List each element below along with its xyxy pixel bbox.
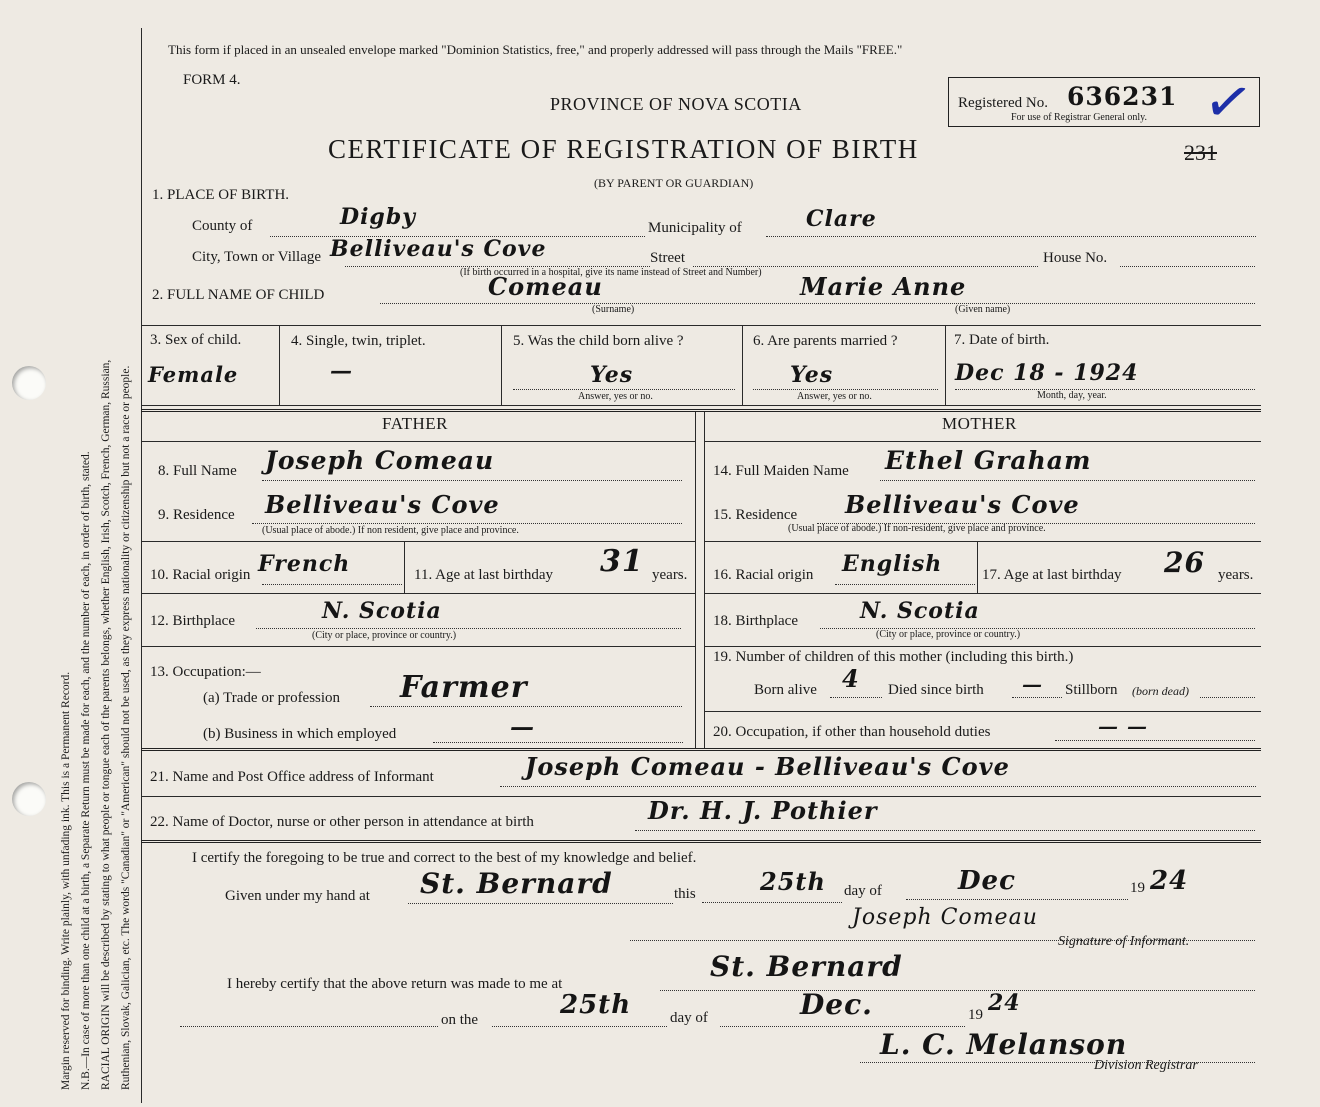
row3-top-line: [141, 325, 1261, 326]
municipality-value: Clare: [806, 206, 877, 232]
father-business-label: (b) Business in which employed: [203, 726, 397, 742]
informant-label: 21. Name and Post Office address of Informant: [150, 769, 434, 785]
alive-line: [513, 389, 735, 390]
hospital-note: (If birth occurred in a hospital, give its name instead of Street and Number): [460, 267, 762, 278]
county-label: County of: [192, 218, 253, 234]
surname-caption: (Surname): [592, 304, 635, 315]
certify-top-rule: [141, 840, 1261, 843]
form-number: FORM 4.: [183, 72, 241, 88]
given-year: 24: [1150, 866, 1189, 896]
died-label: Died since birth: [888, 682, 984, 698]
mother-birthplace-value: N. Scotia: [860, 598, 980, 624]
house-label: House No.: [1043, 250, 1108, 266]
married-value: Yes: [790, 362, 834, 388]
died-line: [1012, 697, 1062, 698]
page-subtitle: (BY PARENT OR GUARDIAN): [594, 176, 754, 190]
row3-bottom-line: [141, 405, 1261, 406]
this-label: this: [674, 886, 696, 902]
married-caption: Answer, yes or no.: [797, 391, 872, 402]
margin-note-racial-2: Ruthenian, Slovak, Galician, etc. The words "Canadian" or "American" should not be used, as they express nationality or citizenship but not a race or people.: [120, 365, 132, 1090]
row3-divider-1: [279, 325, 280, 405]
father-racial-label: 10. Racial origin: [150, 567, 251, 583]
father-name-line: [262, 480, 682, 481]
father-residence-label: 9. Residence: [158, 507, 235, 523]
mother-years: years.: [1218, 567, 1254, 583]
margin-note-nb: N.B.—In case of more than one child at a birth, a Separate Return must be made for each, and the number of each, in order of birth, stated.: [80, 451, 92, 1090]
day-of2-label: day of: [670, 1010, 708, 1026]
father-birthplace-line: [256, 628, 681, 629]
dob-value: Dec 18 - 1924: [955, 360, 1139, 386]
certify-day: 25th: [560, 990, 632, 1020]
mother-heading: MOTHER: [942, 414, 1017, 433]
city-value: Belliveau's Cove: [330, 236, 547, 262]
punch-hole-bottom: [12, 782, 46, 816]
check-mark-icon: ✓: [1198, 64, 1259, 140]
mother-residence-label: 15. Residence: [713, 507, 798, 523]
father-racial-line: [262, 584, 402, 585]
mother-heading-line: [704, 441, 1261, 442]
married-line: [753, 389, 938, 390]
mother-age-label: 17. Age at last birthday: [982, 567, 1122, 583]
doctor-label: 22. Name of Doctor, nurse or other person in attendance at birth: [150, 814, 534, 830]
municipality-line: [766, 236, 1256, 237]
given-year-prefix: 19: [1130, 880, 1145, 896]
mother-row-line-4: [704, 711, 1261, 712]
mother-left-border: [704, 412, 705, 748]
father-name-label: 8. Full Name: [158, 463, 237, 479]
child-given-name: Marie Anne: [800, 272, 967, 301]
registrar-signature: L. C. Melanson: [880, 1028, 1128, 1061]
registered-stamp: 231: [1184, 140, 1217, 165]
informant-signature-caption: Signature of Informant.: [1058, 934, 1190, 949]
given-day: 25th: [760, 867, 826, 896]
province-heading: PROVINCE OF NOVA SCOTIA: [550, 94, 802, 114]
page-title: CERTIFICATE OF REGISTRATION OF BIRTH: [328, 134, 919, 164]
given-name-caption: (Given name): [955, 304, 1011, 315]
father-residence-value: Belliveau's Cove: [265, 490, 500, 519]
father-heading-line: [141, 441, 695, 442]
father-racial-value: French: [258, 551, 351, 577]
born-alive-value: 4: [842, 664, 860, 693]
mother-racial-line: [835, 584, 975, 585]
registered-note: For use of Registrar General only.: [1011, 112, 1147, 123]
mother-name-line: [880, 480, 1255, 481]
given-place: St. Bernard: [420, 867, 613, 900]
father-age-label: 11. Age at last birthday: [414, 567, 553, 583]
certify-month-line: [720, 1026, 965, 1027]
died-value: —: [1022, 672, 1043, 696]
father-residence-caption: (Usual place of abode.) If non resident, give place and province.: [262, 525, 519, 536]
certify-place: St. Bernard: [710, 950, 903, 983]
given-label: Given under my hand at: [225, 888, 370, 904]
mother-children-label: 19. Number of children of this mother (including this birth.): [713, 649, 1074, 665]
sex-label: 3. Sex of child.: [150, 332, 242, 348]
doctor-value: Dr. H. J. Pothier: [648, 796, 878, 825]
given-place-line: [408, 903, 673, 904]
alive-label: 5. Was the child born alive ?: [513, 333, 684, 349]
day-of-label: day of: [844, 883, 882, 899]
registered-label: Registered No.: [958, 95, 1048, 111]
certify-statement: I certify the foregoing to be true and correct to the best of my knowledge and belief.: [192, 850, 697, 866]
informant-signature: Joseph Comeau: [852, 905, 1038, 930]
mother-residence-caption: (Usual place of abode.) If non-resident, give place and province.: [788, 523, 1046, 534]
given-day-line: [702, 902, 842, 903]
mother-birthplace-label: 18. Birthplace: [713, 613, 798, 629]
parents-top-rule: [141, 409, 1261, 412]
municipality-label: Municipality of: [648, 220, 742, 236]
punch-hole-top: [12, 366, 46, 400]
mother-racial-label: 16. Racial origin: [713, 567, 814, 583]
stillborn-label: Stillborn: [1065, 682, 1118, 698]
mother-birthplace-caption: (City or place, province or country.): [876, 629, 1021, 640]
dob-label: 7. Date of birth.: [954, 332, 1050, 348]
street-label: Street: [650, 250, 685, 266]
doctor-line: [635, 830, 1255, 831]
father-birthplace-label: 12. Birthplace: [150, 613, 235, 629]
county-value: Digby: [340, 204, 416, 230]
father-trade-label: (a) Trade or profession: [203, 690, 341, 706]
child-name-line: [380, 303, 1255, 304]
father-business-value: —: [510, 712, 535, 741]
margin-note-racial-1: RACIAL ORIGIN will be described by stating to what people or tongue each of the parents belongs, whether English, Irish, Scotch, French, German, Russian,: [100, 359, 112, 1090]
born-alive-line: [830, 697, 882, 698]
born-alive-label: Born alive: [754, 682, 817, 698]
form-left-border: [141, 28, 142, 1103]
alive-value: Yes: [590, 362, 634, 388]
on-the-label: on the: [441, 1012, 479, 1028]
mother-name-label: 14. Full Maiden Name: [713, 463, 849, 479]
hereby-certify: I hereby certify that the above return was made to me at: [227, 976, 563, 992]
given-month-line: [906, 899, 1128, 900]
certify-year: 24: [988, 990, 1021, 1016]
father-occupation-label: 13. Occupation:—: [150, 664, 261, 680]
father-right-border: [695, 412, 696, 748]
certify-place-line: [660, 990, 1255, 991]
mother-occupation-label: 20. Occupation, if other than household duties: [713, 724, 991, 740]
father-birthplace-caption: (City or place, province or country.): [312, 630, 457, 641]
house-line: [1120, 266, 1255, 267]
registrar-caption: Division Registrar: [1094, 1058, 1198, 1073]
margin-note-binding: Margin reserved for binding. Write plainly, with unfading ink. This is a Permanent Record.: [60, 671, 72, 1090]
given-month: Dec: [958, 866, 1016, 896]
mother-occupation-line: [1055, 740, 1255, 741]
mother-name-value: Ethel Graham: [885, 446, 1092, 475]
father-trade-line: [370, 706, 682, 707]
mother-row-line-3: [704, 646, 1261, 647]
mother-row-line-2: [704, 593, 1261, 594]
mother-age-divider: [977, 541, 978, 593]
informant-value: Joseph Comeau - Belliveau's Cove: [525, 752, 1010, 781]
father-name-value: Joseph Comeau: [265, 446, 495, 475]
married-label: 6. Are parents married ?: [753, 333, 898, 349]
city-label: City, Town or Village: [192, 249, 322, 265]
father-age-divider: [404, 541, 405, 593]
row3-divider-3: [742, 325, 743, 405]
place-heading: 1. PLACE OF BIRTH.: [152, 187, 290, 203]
informant-line: [500, 786, 1256, 787]
certify-month: Dec.: [800, 988, 873, 1021]
plural-label: 4. Single, twin, triplet.: [291, 333, 426, 349]
stillborn-line: [1200, 697, 1255, 698]
mother-residence-value: Belliveau's Cove: [845, 490, 1080, 519]
father-row-line-2: [141, 593, 695, 594]
plural-value: —: [330, 358, 353, 384]
certify-left-line: [180, 1026, 438, 1027]
father-years: years.: [652, 567, 688, 583]
father-trade-value: Farmer: [400, 670, 528, 705]
father-row-line-1: [141, 541, 695, 542]
sex-value: Female: [148, 362, 239, 387]
alive-caption: Answer, yes or no.: [578, 391, 653, 402]
mother-age-value: 26: [1164, 546, 1205, 579]
dob-caption: Month, day, year.: [1037, 390, 1107, 401]
stillborn-caption: (born dead): [1132, 684, 1189, 698]
father-residence-line: [252, 523, 682, 524]
father-business-line: [433, 742, 683, 743]
father-birthplace-value: N. Scotia: [322, 598, 442, 624]
informant-top-rule: [141, 748, 1261, 751]
certify-year-prefix: 19: [968, 1007, 983, 1023]
father-age-value: 31: [600, 544, 644, 579]
mother-occupation-value: — —: [1098, 714, 1148, 738]
father-row-line-3: [141, 646, 695, 647]
mother-row-line-1: [704, 541, 1261, 542]
child-name-label: 2. FULL NAME OF CHILD: [152, 287, 325, 303]
father-heading: FATHER: [382, 414, 448, 433]
row3-divider-2: [501, 325, 502, 405]
mother-racial-value: English: [842, 551, 943, 577]
child-surname: Comeau: [488, 272, 603, 301]
top-note: This form if placed in an unsealed envelope marked "Dominion Statistics, free," and properly addressed will pass through the Mails "FREE.": [168, 42, 903, 57]
registered-number: 636231: [1067, 82, 1178, 111]
row3-divider-4: [945, 325, 946, 405]
certify-day-line: [492, 1026, 667, 1027]
